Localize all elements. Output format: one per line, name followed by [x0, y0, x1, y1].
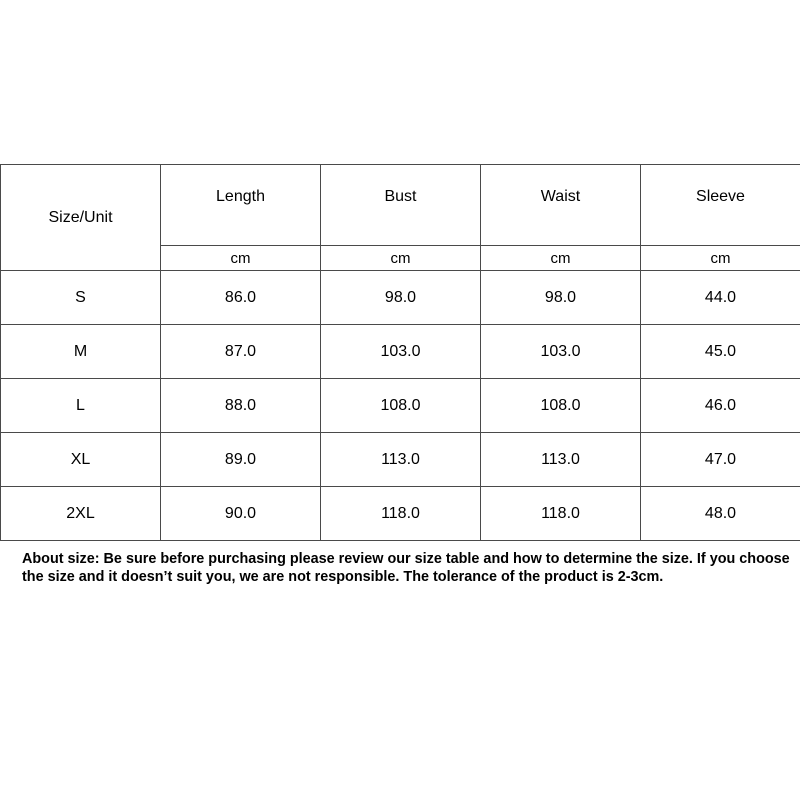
value-cell: 98.0	[321, 271, 481, 325]
value-cell: 86.0	[161, 271, 321, 325]
unit-cell: cm	[161, 246, 321, 271]
size-cell: L	[1, 379, 161, 433]
value-cell: 44.0	[641, 271, 800, 325]
header-row	[1, 165, 800, 246]
column-header-bust	[321, 165, 481, 246]
value-cell: 113.0	[321, 433, 481, 487]
unit-cell: cm	[481, 246, 641, 271]
table-row	[1, 271, 800, 325]
value-cell: 89.0	[161, 433, 321, 487]
size-unit-label: Size/Unit	[48, 208, 113, 226]
column-label: Length	[216, 188, 265, 205]
value-cell: 113.0	[481, 433, 641, 487]
value-cell: 118.0	[321, 487, 481, 541]
size-cell: XL	[1, 433, 161, 487]
value-cell: 47.0	[641, 433, 800, 487]
column-label: Bust	[384, 188, 417, 205]
value-cell: 90.0	[161, 487, 321, 541]
value-cell: 46.0	[641, 379, 800, 433]
size-note: About size: Be sure before purchasing please review our size table and how to determine the size. If you choose the size and it doesn’t suit you, we are not responsible. The tolerance of the product is 2-3cm.	[22, 551, 790, 585]
column-label: Sleeve	[696, 188, 745, 205]
size-cell: 2XL	[1, 487, 161, 541]
value-cell: 87.0	[161, 325, 321, 379]
value-cell: 98.0	[481, 271, 641, 325]
table-row	[1, 325, 800, 379]
table-row	[1, 433, 800, 487]
column-header-waist	[481, 165, 641, 246]
value-cell: 103.0	[321, 325, 481, 379]
column-header-sleeve	[641, 165, 800, 246]
column-label: Waist	[540, 188, 581, 205]
value-cell: 108.0	[481, 379, 641, 433]
size-unit-header	[1, 165, 161, 271]
column-header-length	[161, 165, 321, 246]
size-cell: S	[1, 271, 161, 325]
table-row	[1, 487, 800, 541]
size-table	[0, 164, 800, 541]
value-cell: 103.0	[481, 325, 641, 379]
unit-cell: cm	[321, 246, 481, 271]
value-cell: 118.0	[481, 487, 641, 541]
size-cell: M	[1, 325, 161, 379]
value-cell: 48.0	[641, 487, 800, 541]
value-cell: 108.0	[321, 379, 481, 433]
table-row	[1, 379, 800, 433]
unit-cell: cm	[641, 246, 800, 271]
value-cell: 88.0	[161, 379, 321, 433]
value-cell: 45.0	[641, 325, 800, 379]
